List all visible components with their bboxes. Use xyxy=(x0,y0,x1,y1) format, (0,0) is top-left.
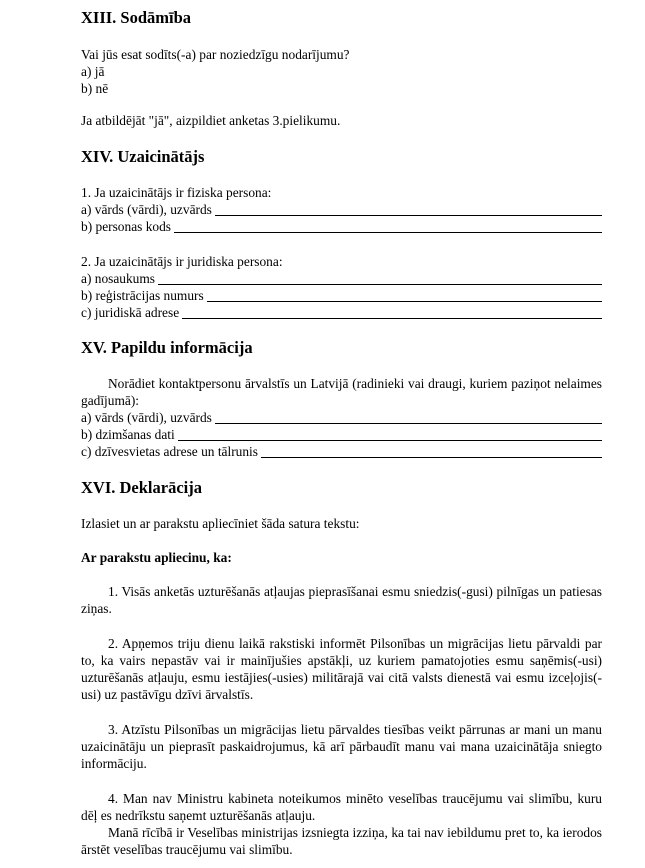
contact-birth-field[interactable] xyxy=(81,426,602,443)
legal-reg-number-line[interactable] xyxy=(207,300,602,302)
legal-name-label: a) nosaukums xyxy=(81,271,156,286)
inviter-personal-code-line[interactable] xyxy=(174,231,602,233)
declaration-item-3: 3. Atzīstu Pilsonības un migrācijas lietu pārvaldes tiesības veikt pārrunas ar mani un manu uzaicinātāju un pieprasīt paskaidrojumus, kā arī pārbaudīt manu vai mana uzaicinātāja sniegto informāciju. xyxy=(81,722,602,771)
inviter-name-label: a) vārds (vārdi), uzvārds xyxy=(81,202,212,217)
legal-reg-number-field[interactable] xyxy=(81,287,602,304)
section-15-title: XV. Papildu informācija xyxy=(81,338,253,357)
declaration-item-2: 2. Apņemos triju dienu laikā rakstiski informēt Pilsonības un migrācijas lietu pārvaldi par to, ka vairs nepastāv vai ir mainījušies apstākļi, uz kuriem pamatojoties esmu saņēmis(-usi) uzturēšanās atļauju, esmu iestājies(-usies) militārajā vai citā valsts dienestā vai esmu izceļojis(-usi) uz pastāvīgu dzīvi ārvalstīs. xyxy=(81,636,602,702)
section-13-option-yes: a) jā xyxy=(81,64,105,79)
legal-address-line[interactable] xyxy=(182,317,602,319)
legal-reg-number-label: b) reģistrācijas numurs xyxy=(81,288,204,303)
legal-name-field[interactable] xyxy=(81,270,602,287)
contact-name-line[interactable] xyxy=(215,422,602,424)
section-16-title: XVI. Deklarācija xyxy=(81,478,202,497)
contact-birth-line[interactable] xyxy=(178,439,602,441)
section-13-title: XIII. Sodāmība xyxy=(81,8,192,27)
declaration-item-1: 1. Visās anketās uzturēšanās atļaujas pieprasīšanai esmu sniedzis(-gusi) pilnīgas un patiesas ziņas. xyxy=(81,584,602,616)
inviter-name-field[interactable] xyxy=(81,201,602,218)
legal-address-field[interactable] xyxy=(81,304,602,321)
section-16-subheading: Ar parakstu apliecinu, ka: xyxy=(81,550,232,565)
legal-name-line[interactable] xyxy=(158,283,602,285)
section-16-instruction: Izlasiet un ar parakstu apliecīniet šāda satura tekstu: xyxy=(81,516,360,531)
declaration-item-4-continued: Manā rīcībā ir Veselības ministrijas izsniegta izziņa, ka tai nav iebildumu pret to, ka ierodos ārstēt veselības traucējumu vai slimību. xyxy=(81,825,602,857)
section-13-question: Vai jūs esat sodīts(-a) par noziedzīgu nodarījumu? xyxy=(81,47,350,62)
contact-address-line[interactable] xyxy=(261,456,602,458)
section-15-intro: Norādiet kontaktpersonu ārvalstīs un Latvijā (radinieki vai draugi, kuriem paziņot nelaimes gadījumā): xyxy=(81,376,602,408)
inviter-name-line[interactable] xyxy=(215,214,602,216)
section-14-title: XIV. Uzaicinātājs xyxy=(81,147,205,166)
inviter-personal-code-label: b) personas kods xyxy=(81,219,172,234)
contact-address-label: c) dzīvesvietas adrese un tālrunis xyxy=(81,444,258,459)
section-13-note: Ja atbildējāt "jā", aizpildiet anketas 3.pielikumu. xyxy=(81,113,341,128)
declaration-item-4: 4. Man nav Ministru kabineta noteikumos minēto veselības traucējumu vai slimību, kuru dēļ es nedrīkstu saņemt uzturēšanās atļauju. xyxy=(81,791,602,823)
section-14-natural-intro: 1. Ja uzaicinātājs ir fiziska persona: xyxy=(81,185,272,200)
contact-name-label: a) vārds (vārdi), uzvārds xyxy=(81,410,212,425)
section-13-option-no: b) nē xyxy=(81,81,109,96)
section-14-legal-intro: 2. Ja uzaicinātājs ir juridiska persona: xyxy=(81,254,283,269)
contact-birth-label: b) dzimšanas dati xyxy=(81,427,175,442)
contact-name-field[interactable] xyxy=(81,409,602,426)
contact-address-field[interactable] xyxy=(81,443,602,460)
legal-address-label: c) juridiskā adrese xyxy=(81,305,180,320)
inviter-personal-code-field[interactable] xyxy=(81,218,602,235)
